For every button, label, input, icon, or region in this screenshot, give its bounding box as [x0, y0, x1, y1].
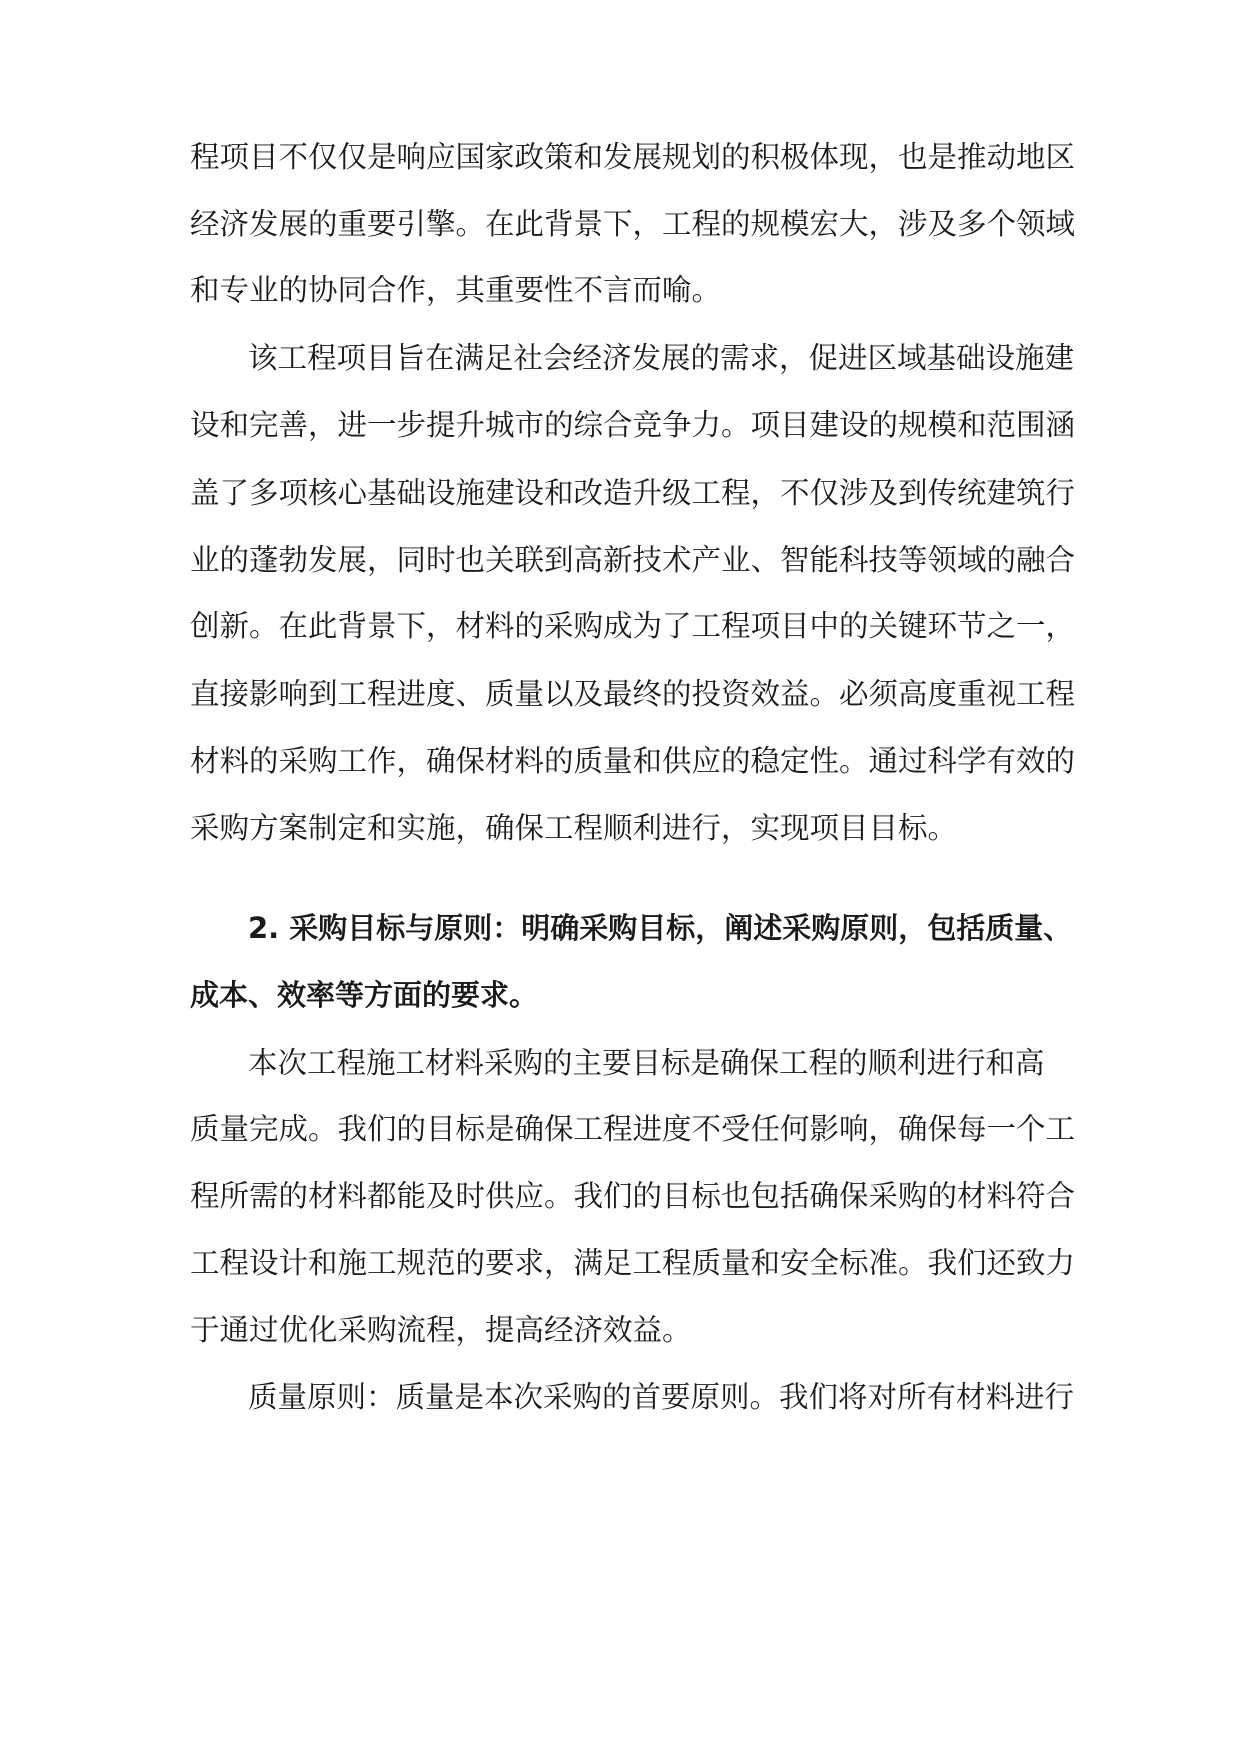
paragraph-2-line-3: 盖了多项核心基础设施建设和改造升级工程，不仅涉及到传统建筑行 [190, 476, 1076, 510]
paragraph-2-line-2: 设和完善，进一步提升城市的综合竞争力。项目建设的规模和范围涵 [190, 408, 1076, 442]
paragraph-3-line-5: 于通过优化采购流程，提高经济效益。 [190, 1313, 692, 1347]
paragraph-1-line-1: 程项目不仅仅是响应国家政策和发展规划的积极体现，也是推动地区 [190, 140, 1076, 174]
paragraph-2-line-8: 采购方案制定和实施，确保工程顺利进行，实现项目目标。 [190, 811, 958, 845]
paragraph-3-line-4: 工程设计和施工规范的要求，满足工程质量和安全标准。我们还致力 [190, 1246, 1076, 1280]
paragraph-2-line-7: 材料的采购工作，确保材料的质量和供应的稳定性。通过科学有效的 [190, 744, 1076, 778]
paragraph-2-line-1: 该工程项目旨在满足社会经济发展的需求，促进区域基础设施建 [248, 341, 1075, 375]
section-heading-line-2: 成本、效率等方面的要求。 [190, 978, 539, 1012]
section-heading-line-1: 2. 采购目标与原则：明确采购目标，阐述采购原则，包括质量、 [248, 911, 1073, 945]
paragraph-2-line-5: 创新。在此背景下，材料的采购成为了工程项目中的关键环节之一， [190, 609, 1076, 643]
paragraph-1-line-3: 和专业的协同合作，其重要性不言而喻。 [190, 273, 722, 307]
paragraph-1-line-2: 经济发展的重要引擎。在此背景下，工程的规模宏大，涉及多个领域 [190, 207, 1076, 241]
paragraph-3-line-2: 质量完成。我们的目标是确保工程进度不受任何影响，确保每一个工 [190, 1112, 1076, 1146]
paragraph-2-line-6: 直接影响到工程进度、质量以及最终的投资效益。必须高度重视工程 [190, 677, 1076, 711]
paragraph-3-line-1: 本次工程施工材料采购的主要目标是确保工程的顺利进行和高 [248, 1046, 1045, 1080]
paragraph-3-line-3: 程所需的材料都能及时供应。我们的目标也包括确保采购的材料符合 [190, 1179, 1076, 1213]
paragraph-2-line-4: 业的蓬勃发展，同时也关联到高新技术产业、智能科技等领域的融合 [190, 543, 1076, 577]
paragraph-4-line-1: 质量原则：质量是本次采购的首要原则。我们将对所有材料进行 [248, 1380, 1075, 1414]
